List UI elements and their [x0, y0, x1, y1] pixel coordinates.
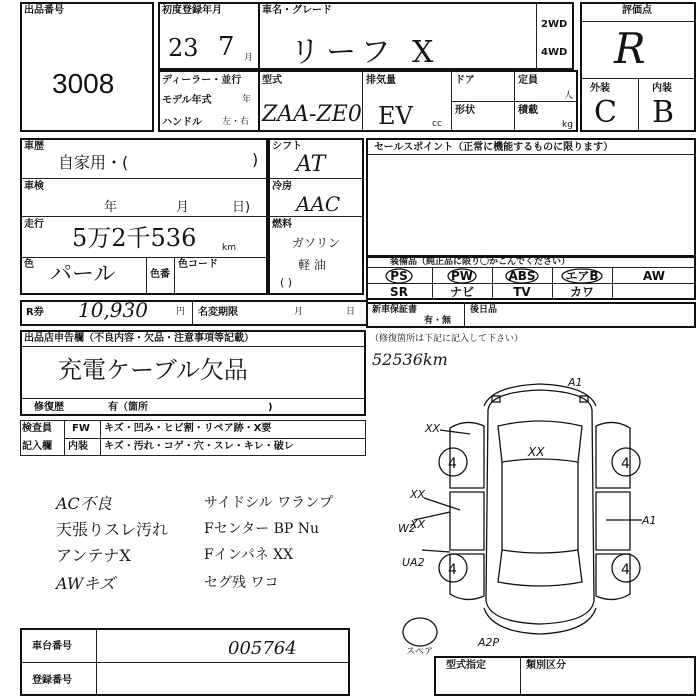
remark-left-2: 天張りスレ汚れ — [56, 520, 169, 539]
color-value: パール — [50, 262, 116, 287]
equipment-airbag: エアB — [565, 269, 599, 283]
remark-left-4: AWキズ — [56, 574, 116, 593]
inspector-fw: FW — [72, 423, 90, 434]
shape-label: 形状 — [455, 105, 475, 116]
diagram-mark-ua2: UA2 — [402, 556, 425, 569]
grade-exterior: C — [594, 95, 617, 130]
repair-close: ) — [268, 402, 273, 413]
memo-label: 後日品 — [470, 305, 498, 315]
registration-month: 7 — [218, 32, 235, 62]
class-code-label: 類別区分 — [526, 660, 566, 671]
drive-divider — [536, 2, 537, 70]
model-value: リーフ X — [290, 35, 440, 70]
inspection-month: 月 — [176, 200, 190, 215]
remark-right-3: Fインパネ XX — [204, 547, 294, 563]
inspector-fw-text: キズ・凹み・ヒビ割・リペア跡・X要 — [104, 423, 272, 434]
model-label: 車名・グレード — [262, 5, 332, 16]
remark-left-3: アンテナX — [56, 546, 131, 565]
remark-right-4: セグ残 ワコ — [204, 575, 279, 591]
grade-label: 評価点 — [622, 5, 652, 16]
history-value: 自家用・( — [58, 153, 129, 172]
model-year-label: モデル年式 — [162, 95, 212, 106]
equipment-navi: ナビ — [449, 285, 474, 299]
spare-label: スペア — [406, 647, 434, 657]
history-close: ) — [252, 150, 259, 169]
equipment-ps: PS — [390, 269, 408, 283]
equipment-pw: PW — [450, 269, 474, 283]
chassis-label: 車台番号 — [32, 641, 72, 652]
car-diagram — [380, 370, 696, 650]
repair-value: 有（箇所 — [108, 402, 148, 413]
recycle-divider — [192, 300, 193, 326]
name-change-day: 日 — [346, 307, 356, 317]
diagram-mark-a1-top: A1 — [568, 376, 583, 389]
drive-2wd: 2WD — [541, 19, 568, 30]
grade-overall: R — [614, 24, 646, 73]
color-number-label: 色番 — [150, 269, 170, 280]
type-spec-divider — [520, 656, 521, 696]
fuel-option-gasoline: ガソリン — [292, 236, 341, 250]
capacity-label: 定員 — [518, 75, 538, 86]
handle-options: 左・右 — [222, 117, 250, 127]
recycle-value: 10,930 — [78, 298, 148, 322]
diagram-wheel-fl: 4 — [448, 456, 457, 472]
name-change-label: 名変期限 — [198, 307, 238, 318]
inspection-label: 車検 — [24, 181, 44, 192]
diagram-mark-xx-left-mid1: XX — [410, 488, 426, 501]
history-divider-1 — [20, 178, 268, 179]
fuel-label: 燃料 — [272, 219, 292, 230]
diagram-note-value: 52536km — [372, 350, 448, 369]
grade-divider-3 — [638, 78, 639, 132]
grade-exterior-label: 外装 — [590, 83, 610, 94]
handle-label: ハンドル — [162, 117, 202, 128]
repair-label: 修復歴 — [34, 402, 64, 413]
lot-box — [20, 2, 154, 132]
notes-divider-2 — [20, 398, 366, 399]
sales-point-box — [366, 138, 696, 258]
registration-month-unit: 月 — [244, 53, 254, 63]
recycle-label: R券 — [26, 307, 44, 318]
color-divider — [146, 257, 147, 295]
displacement-label: 排気量 — [366, 75, 396, 86]
warranty-divider — [464, 302, 465, 328]
sales-point-label: セールスポイント（正常に機能するものに限ります） — [374, 142, 614, 153]
spec-divider-1 — [362, 70, 363, 132]
capacity-unit: 人 — [564, 91, 574, 101]
equipment-sr: SR — [390, 285, 408, 299]
shift-divider-2 — [268, 216, 364, 217]
color-divider-2 — [174, 257, 175, 295]
sales-point-divider — [366, 154, 696, 155]
diagram-mark-a2p: A2P — [478, 636, 500, 649]
diagram-mark-a1-right: A1 — [642, 514, 657, 527]
inspector-int: 内装 — [68, 441, 88, 452]
diagram-wheel-rl: 4 — [448, 562, 457, 578]
equipment-aw: AW — [643, 269, 665, 283]
recycle-unit: 円 — [176, 307, 186, 317]
dealer-label: ディーラー・並行 — [162, 75, 242, 86]
plate-label: 登録番号 — [32, 675, 72, 686]
equipment-tv: TV — [513, 285, 531, 299]
color-label: 色 — [24, 259, 34, 270]
diagram-mark-xx-center: XX — [528, 445, 545, 459]
diagram-mark-xx-left-top: XX — [425, 422, 441, 435]
chassis-divider-v — [96, 628, 97, 696]
registration-label: 初度登録年月 — [162, 5, 222, 16]
inspection-day: 日) — [232, 200, 251, 215]
grade-divider-1 — [580, 21, 696, 22]
shift-value: AT — [296, 152, 326, 177]
mileage-value: 5万2千536 — [72, 224, 197, 252]
lot-number: 3008 — [52, 68, 115, 99]
equipment-abs: ABS — [508, 269, 536, 283]
notes-value: 充電ケーブル欠品 — [58, 356, 248, 384]
chassis-value: 005764 — [228, 638, 297, 659]
diagram-wheel-fr: 4 — [621, 456, 630, 472]
door-label: ドア — [455, 75, 475, 86]
displacement-value: EV — [378, 102, 413, 130]
color-code-label: 色コード — [178, 259, 218, 270]
fuel-option-diesel: 軽 油 — [298, 258, 326, 272]
notes-divider — [20, 346, 366, 347]
lot-label: 出品番号 — [24, 5, 64, 16]
fuel-other: ( ) — [280, 276, 293, 289]
notes-label: 出品店申告欄（不良内容・欠品・注意事項等記載） — [24, 333, 254, 344]
history-label: 車歴 — [24, 141, 44, 152]
shift-label: シフト — [272, 141, 302, 152]
diagram-mark-w2: W2 — [398, 522, 416, 535]
type-value: ZAA-ZE0 — [262, 102, 362, 127]
warranty-label: 新車保証書 — [372, 305, 418, 315]
grade-interior: B — [652, 95, 675, 130]
chassis-divider-h — [20, 662, 350, 663]
remark-right-1: サイドシル ワランプ — [204, 495, 334, 511]
history-divider-2 — [20, 216, 268, 217]
ac-value: AAC — [296, 192, 341, 216]
type-label: 型式 — [262, 75, 282, 86]
grade-interior-label: 内装 — [652, 83, 672, 94]
remark-left-1: AC不良 — [56, 494, 112, 513]
mileage-unit: km — [222, 243, 236, 253]
warranty-value: 有・無 — [424, 316, 452, 326]
name-change-month: 月 — [294, 307, 304, 317]
inspector-label-2: 記入欄 — [22, 441, 52, 452]
equipment-circles — [366, 262, 696, 300]
equipment-leather: カワ — [569, 285, 594, 299]
equipment-label: 装備品（純正品に限り〇かこんでください） — [390, 257, 571, 267]
history-divider-3 — [20, 257, 268, 258]
diagram-mark-xx-left-mid2: XX — [410, 518, 426, 531]
mileage-label: 走行 — [24, 219, 44, 230]
load-unit: kg — [562, 120, 573, 130]
model-year-unit: 年 — [242, 95, 252, 105]
inspection-year: 年 — [104, 200, 118, 215]
inspector-int-text: キズ・汚れ・コゲ・穴・スレ・キレ・破レ — [104, 441, 294, 452]
diagram-wheel-rr: 4 — [621, 562, 630, 578]
ac-label: 冷房 — [272, 181, 292, 192]
load-label: 積載 — [518, 105, 538, 116]
diagram-note-label: （修復箇所は下記に記入して下さい） — [370, 334, 524, 344]
type-spec-label: 型式指定 — [446, 660, 486, 671]
displacement-unit: cc — [432, 119, 442, 129]
remark-right-2: Fセンター BP Nu — [204, 521, 320, 537]
spec-divider-4 — [451, 101, 578, 102]
shift-divider-1 — [268, 178, 364, 179]
recycle-box — [20, 300, 368, 326]
inspector-divider-3 — [64, 438, 366, 439]
registration-year: 23 — [168, 34, 199, 62]
drive-4wd: 4WD — [541, 47, 568, 58]
inspector-label-1: 検査員 — [22, 423, 52, 434]
